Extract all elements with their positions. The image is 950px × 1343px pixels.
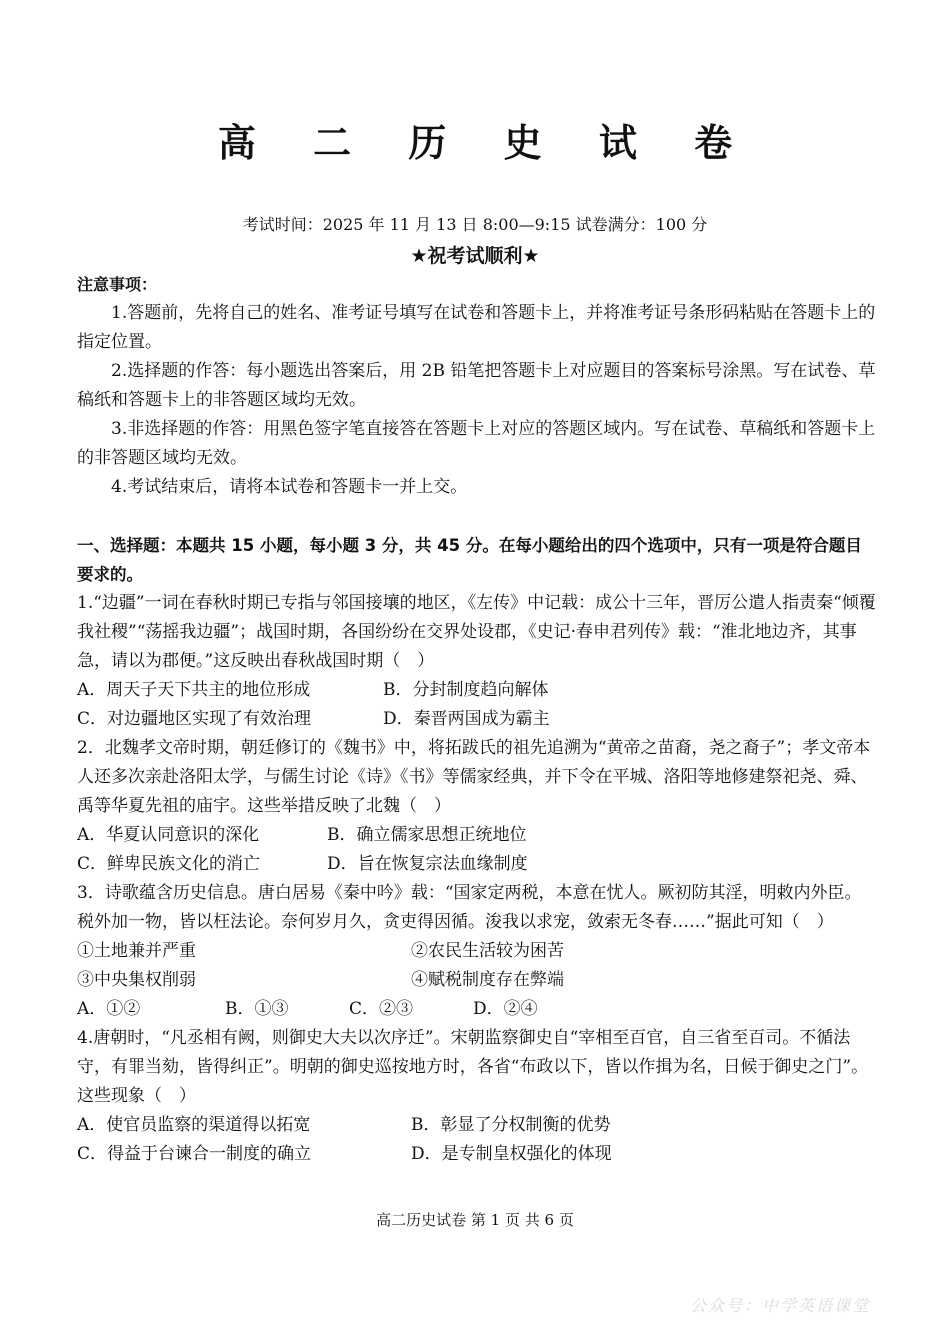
page-title: 高 二 历 史 试 卷 [217,121,755,165]
option-row [77,850,877,879]
option-row [77,995,877,1024]
notice-item: 2.选择题的作答：每小题选出答案后，用 2B 铅笔把答题卡上对应题目的答案标号涂黑。写在试卷、草稿纸和答题卡上的非答题区域均无效。 [77,361,876,410]
option-a: A．使官员监察的渠道得以拓宽 [77,1115,311,1135]
option-c: C．鲜卑民族文化的消亡 [77,854,261,874]
question-2 [77,734,877,879]
exam-meta: 考试时间：2025 年 11 月 13 日 8:00—9:15 试卷满分：100 分 [242,215,708,234]
notice-item: 4.考试结束后，请将本试卷和答题卡一并上交。 [111,477,468,497]
question-stem: 2．北魏孝文帝时期，朝廷修订的《魏书》中，将拓跋氏的祖先追溯为“黄帝之苗裔，尧之裔子”；孝文帝本人还多次亲赴洛阳太学，与儒生讨论《诗》《书》等儒家经典，并下令在平城、洛阳等地修建祭祀尧、舜、禹等华夏先祖的庙宇。这些举措反映了北魏（ ） [77,738,871,816]
question-stem: 1.“边疆”一词在春秋时期已专指与邻国接壤的地区，《左传》中记载：成公十三年，晋厉公遣人指责秦“倾覆我社稷”“荡摇我边疆”；战国时期，各国纷纷在交界处设郡，《史记·春申君列传》载：“淮北地边齐，其事急，请以为郡便。”这反映出春秋战国时期（ ） [77,593,876,671]
sub-option-3: ③中央集权削弱 [77,970,196,990]
option-c: C．得益于台谏合一制度的确立 [77,1144,312,1164]
blessing-line: ★祝考试顺利★ [410,245,540,267]
watermark: 公众号：中学英语课堂 [689,1296,870,1315]
option-a: A．①② [77,999,141,1019]
option-row [77,676,877,705]
option-b: B．分封制度趋向解体 [383,680,549,700]
option-a: A．华夏认同意识的深化 [77,825,260,845]
sub-option-row [77,937,877,966]
sub-option-2: ②农民生活较为困苦 [411,941,564,961]
question-3 [77,879,877,1024]
notice-item: 3.非选择题的作答：用黑色签字笔直接答在答题卡上对应的答题区域内。写在试卷、草稿纸和答题卡上的非答题区域均无效。 [77,419,876,468]
option-b: B．确立儒家思想正统地位 [327,825,527,845]
option-a: A．周天子天下共主的地位形成 [77,680,311,700]
option-row [77,705,877,734]
notice-heading: 注意事项： [77,275,158,294]
sub-option-4: ④赋税制度存在弊端 [411,970,564,990]
question-stem: 3．诗歌蕴含历史信息。唐白居易《秦中吟》载：“国家定两税，本意在忧人。厥初防其淫，明敕内外臣。税外加一物，皆以枉法论。奈何岁月久，贪吏得因循。浚我以求宠，敛索无冬春……”据此可知（ ） [77,883,862,932]
question-4 [77,1024,877,1169]
option-row [77,1111,877,1140]
option-c: C．对边疆地区实现了有效治理 [77,709,312,729]
option-d: D．旨在恢复宗法血缘制度 [327,854,528,874]
question-stem: 4.唐朝时，“凡丞相有阙，则御史大夫以次序迁”。宋朝监察御史自“宰相至百官，自三省至百司。不循法守，有罪当劾，皆得纠正”。明朝的御史巡按地方时，各省“布政以下，皆以作揖为名，日候于御史之门”。这些现象（ ） [77,1028,869,1106]
option-row [77,821,877,850]
option-row [77,1140,877,1169]
exam-content [77,270,877,1169]
sub-option-row [77,966,877,995]
sub-option-1: ①土地兼并严重 [77,941,196,961]
option-b: B．彰显了分权制衡的优势 [411,1115,611,1135]
option-b: B．①③ [225,999,289,1019]
option-d: D．②④ [473,999,538,1019]
section-heading: 一、选择题：本题共 15 小题，每小题 3 分，共 45 分。在每小题给出的四个选项中，只有一项是符合题目要求的。 [77,536,862,584]
option-d: D．是专制皇权强化的体现 [411,1144,612,1164]
option-c: C．②③ [349,999,414,1019]
question-1 [77,589,877,734]
option-d: D．秦晋两国成为霸主 [383,709,550,729]
page-footer: 高二历史试卷 第 1 页 共 6 页 [376,1211,574,1229]
notice-item: 1.答题前，先将自己的姓名、准考证号填写在试卷和答题卡上，并将准考证号条形码粘贴在答题卡上的指定位置。 [77,303,876,352]
